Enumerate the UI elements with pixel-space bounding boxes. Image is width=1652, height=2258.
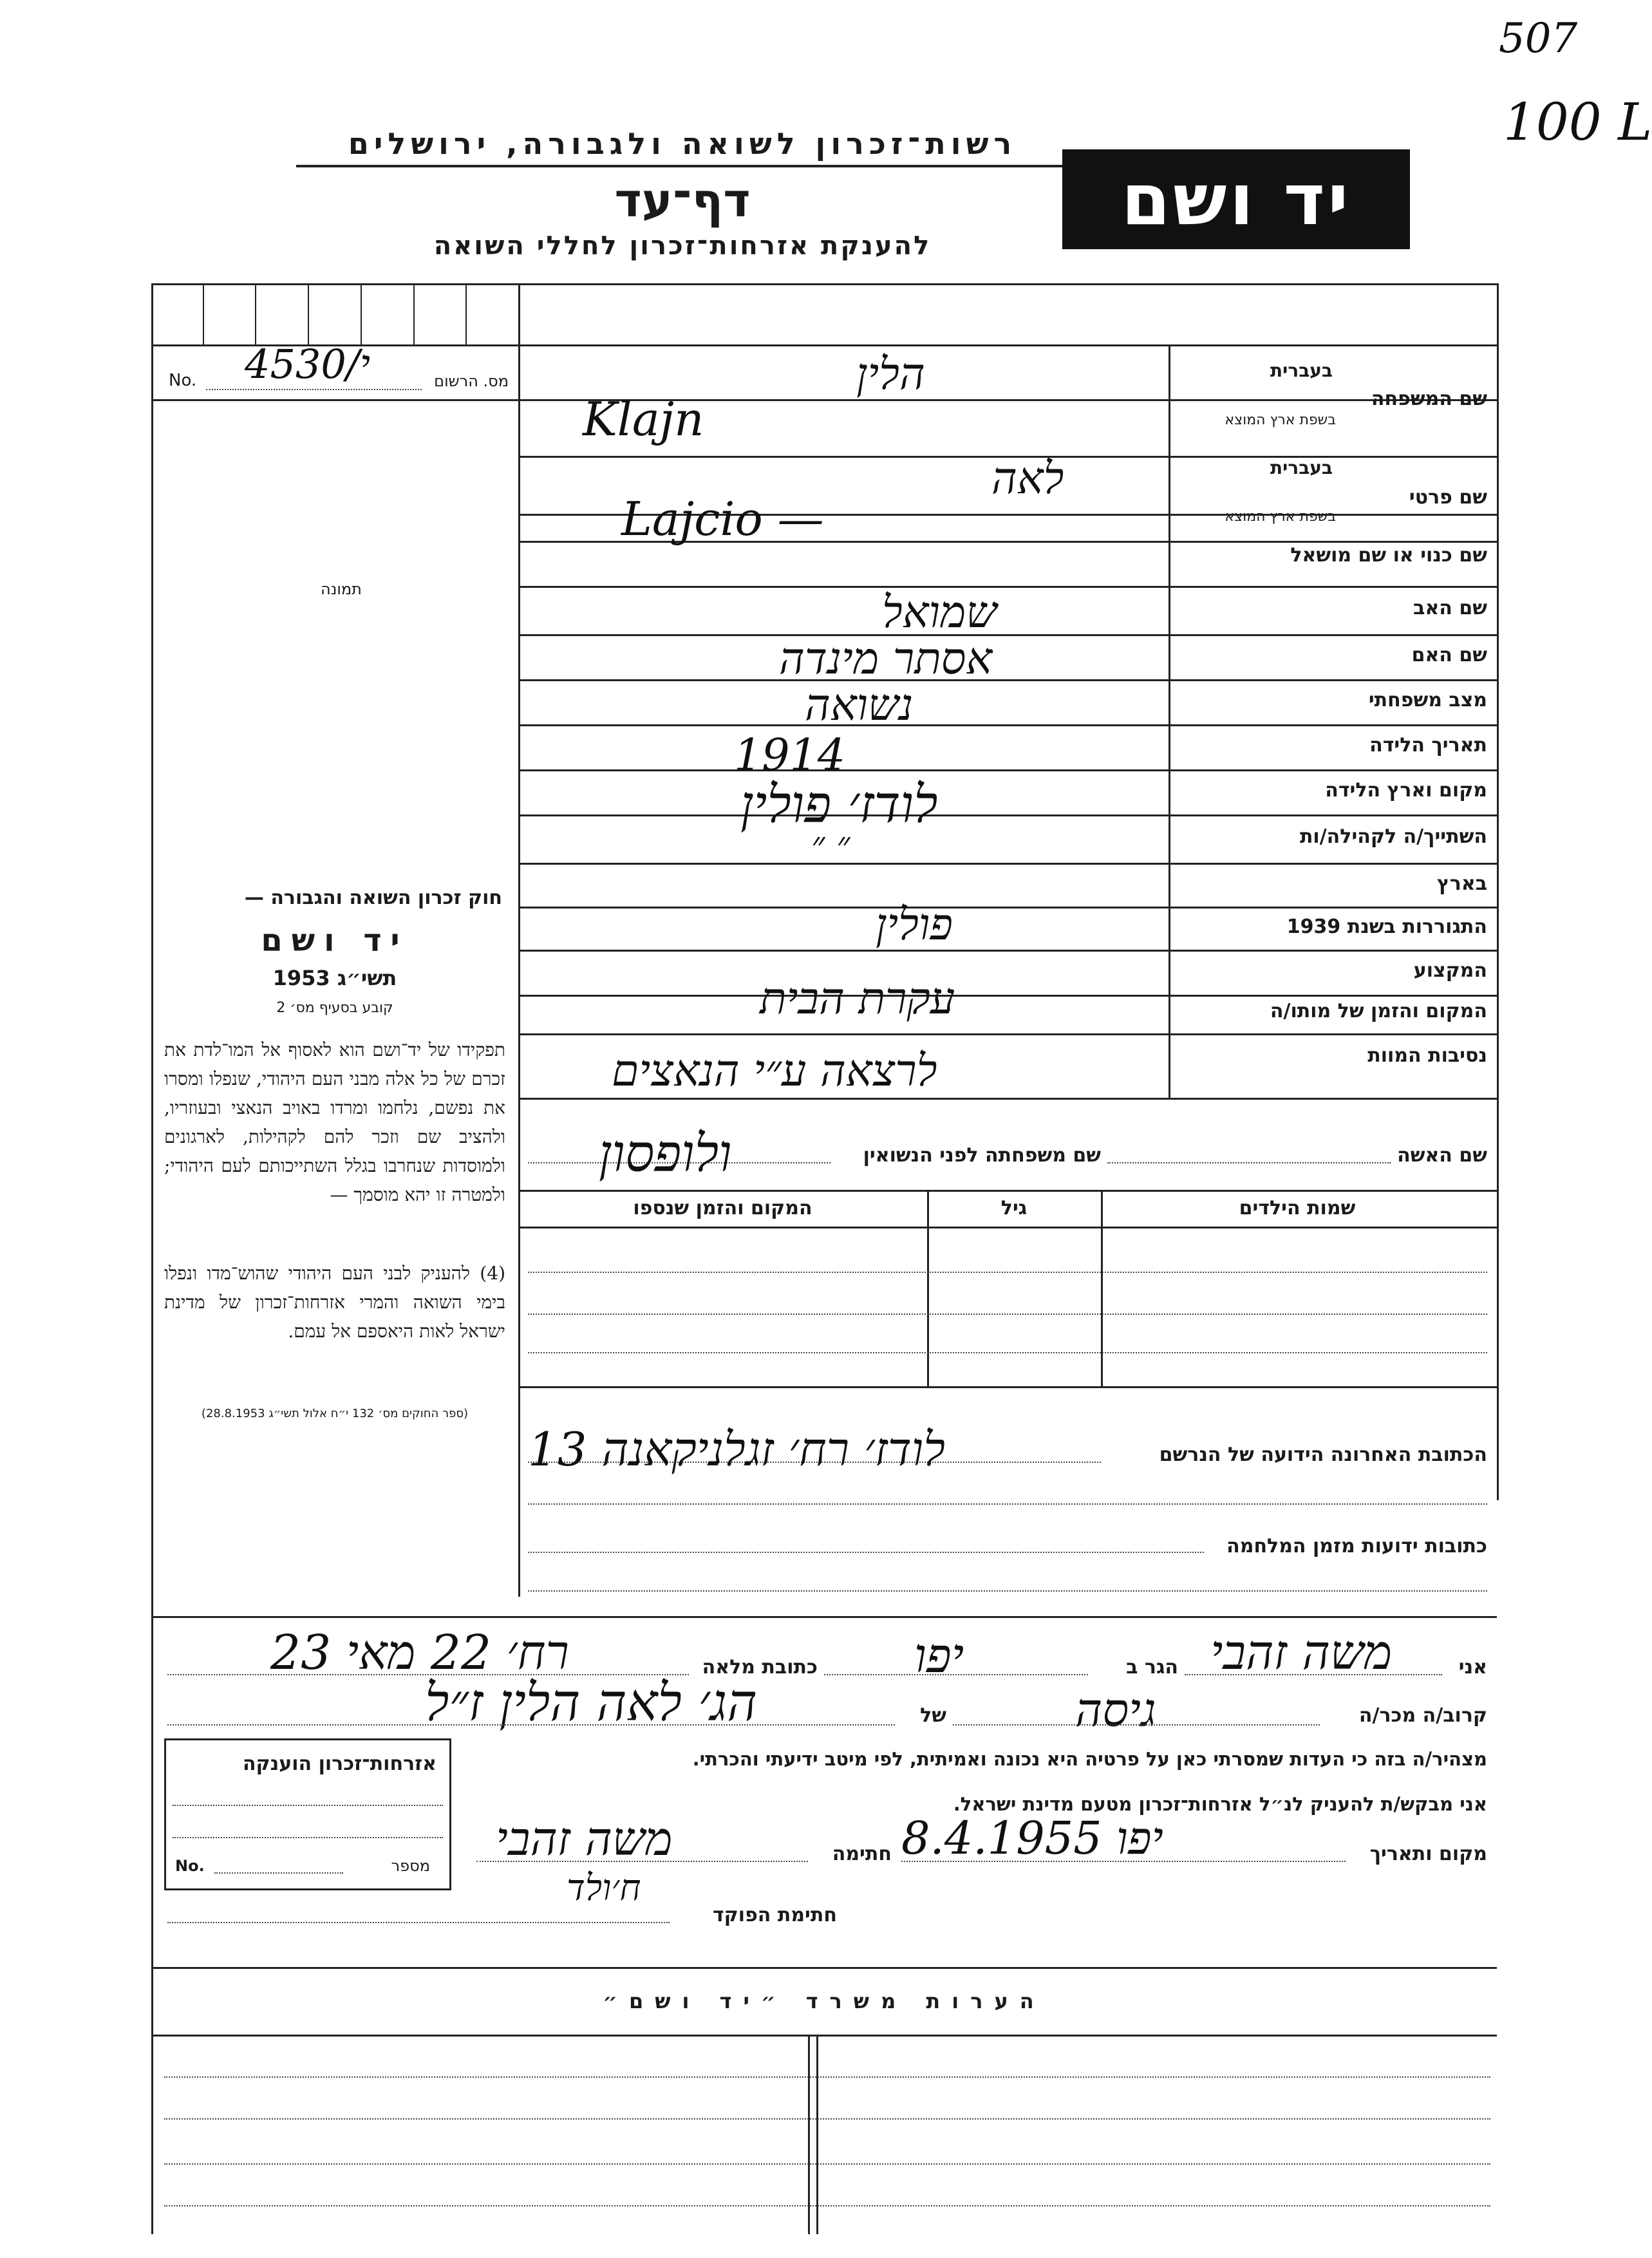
officer-signature: ח׳ולד bbox=[567, 1867, 641, 1909]
officer-signature-label: חתימת הפוקד bbox=[713, 1904, 837, 1926]
authority-underline bbox=[296, 165, 1069, 167]
father-label: שם האב bbox=[1413, 597, 1487, 619]
father-value: שמואל bbox=[882, 587, 997, 638]
authority-name: רשות־זכרון לשואה ולגבורה, ירושלים bbox=[348, 126, 1017, 161]
declarant-i-label: אני bbox=[1458, 1656, 1487, 1679]
citizenship-number-label: מספר bbox=[391, 1857, 430, 1875]
residence-1939-label: התגוררות בשנת 1939 bbox=[1286, 916, 1487, 938]
children-row-line-2 bbox=[528, 1313, 1487, 1315]
registration-number: 4530/י bbox=[245, 341, 370, 388]
row-line-13 bbox=[518, 950, 1497, 952]
row-line-7 bbox=[518, 679, 1497, 681]
occupation-value: עקרת הבית bbox=[760, 974, 955, 1024]
office-notes-top-line bbox=[151, 1967, 1497, 1969]
row-line-15 bbox=[518, 1033, 1497, 1035]
registration-bottom-line bbox=[151, 399, 518, 401]
birthplace-label: מקום וארץ הלידה bbox=[1325, 779, 1487, 802]
surname-origin-sublabel: בשפת ארץ המוצא bbox=[1225, 412, 1336, 428]
maiden-name-label: שם משפחתה לפני הנשואין bbox=[863, 1144, 1101, 1167]
address-extra-dots bbox=[528, 1503, 1487, 1505]
statement-1: מצהיר/ה בזה כי העדות שמסרתי כאן על פרטיה היא נכונה ואמיתית, לפי מיטב ידיעתי והכרתי. bbox=[692, 1748, 1487, 1770]
children-age-header: גיל bbox=[1000, 1197, 1028, 1219]
firstname-heb-sublabel: בעברית bbox=[1270, 457, 1333, 478]
wife-dots bbox=[1107, 1162, 1391, 1163]
last-address-label: הכתובת האחרונה הידועה של הנרשם bbox=[1159, 1444, 1487, 1466]
community-value: ״ ״ bbox=[811, 824, 850, 866]
surname-hebrew-value: הלין bbox=[856, 349, 925, 400]
firstname-latin-value: Lajcio — bbox=[621, 492, 824, 546]
children-bottom-line bbox=[518, 1386, 1497, 1388]
of-dots bbox=[167, 1724, 895, 1726]
office-notes-header-line bbox=[151, 2035, 1497, 2037]
photo-label: תמונה bbox=[321, 580, 362, 598]
citizenship-box-title: אזרחות־זכרון הוענקה bbox=[242, 1753, 436, 1775]
firstname-label: שם פרטי bbox=[1409, 486, 1487, 509]
law-title: חוק זכרון השואה והגבורה — bbox=[244, 887, 502, 909]
declarant-signature: משה זהבי bbox=[496, 1812, 673, 1866]
citizenship-box bbox=[164, 1738, 451, 1890]
marital-value: נשואה bbox=[805, 680, 914, 731]
of-value: הג׳ לאה הלין ז״ל bbox=[425, 1673, 758, 1733]
left-column-divider bbox=[518, 283, 520, 1597]
registration-boxes bbox=[151, 283, 518, 344]
children-row-line-3 bbox=[528, 1352, 1487, 1353]
row-line-5 bbox=[518, 586, 1497, 588]
resides-label: הגר ב bbox=[1126, 1656, 1178, 1679]
children-col-1 bbox=[927, 1190, 929, 1386]
children-col-2 bbox=[1101, 1190, 1103, 1386]
mother-value: אסתר מינדה bbox=[779, 634, 993, 684]
law-year: תשי״ג 1953 bbox=[272, 966, 397, 990]
war-addresses-label: כתובות ידועות מזמן המלחמה bbox=[1226, 1535, 1487, 1557]
signature-label: חתימה bbox=[832, 1843, 892, 1865]
registration-no-label: No. bbox=[169, 371, 197, 390]
citizenship-box-line-2 bbox=[173, 1837, 443, 1838]
row-line-6 bbox=[518, 634, 1497, 636]
full-address-label: כתובת מלאה bbox=[702, 1656, 818, 1679]
yad-vashem-logo: יד ושם bbox=[1062, 149, 1410, 249]
citizenship-box-line-1 bbox=[173, 1805, 443, 1806]
officer-dots bbox=[167, 1922, 670, 1923]
declarant-city-dots bbox=[824, 1674, 1088, 1675]
signature-dots bbox=[476, 1861, 808, 1862]
office-notes-line-3 bbox=[164, 2163, 1490, 2165]
registration-dots bbox=[206, 389, 422, 390]
office-notes-line-1 bbox=[164, 2076, 1490, 2078]
row-line-12 bbox=[518, 907, 1497, 908]
declarant-name: משה זהבי bbox=[1210, 1625, 1393, 1680]
relation-label: קרוב/ה מכר/ה bbox=[1358, 1704, 1487, 1727]
death-place-label: המקום והזמן של מותו/ה bbox=[1270, 1000, 1487, 1022]
row-line-10 bbox=[518, 814, 1497, 816]
surname-latin-value: Klajn bbox=[583, 392, 704, 446]
row-line-16 bbox=[518, 1098, 1497, 1100]
children-death-header: המקום והזמן שנספו bbox=[633, 1197, 812, 1219]
of-label: של bbox=[920, 1704, 946, 1727]
form-subtitle: להענקת אזרחות־זכרון לחללי השואה bbox=[433, 231, 932, 261]
relation-dots bbox=[953, 1724, 1320, 1726]
death-circumstances-label: נסיבות המוות bbox=[1367, 1044, 1487, 1067]
birthplace-value: לודז׳ פולין bbox=[740, 775, 938, 834]
children-top-line bbox=[518, 1190, 1497, 1192]
nickname-label: שם כנוי או שם מושאל bbox=[1290, 544, 1487, 567]
place-date-value: יפו 8.4.1955 bbox=[901, 1812, 1163, 1865]
children-names-header: שמות הילדים bbox=[1239, 1197, 1356, 1219]
place-date-dots bbox=[901, 1861, 1346, 1862]
children-row-line-1 bbox=[528, 1272, 1487, 1273]
law-clause: קובע בסעיף מס׳ 2 bbox=[276, 1000, 393, 1016]
law-text-1: תפקידו של יד־ושם הוא לאסוף אל המו־לדת את זכרם של כל אלה מבני העם היהודי, שנפלו ומסרו את נפשם, נלחמו ומרדו באויב הנאצי ובעוזריו, ולהציב שם וזכר להם לקהילות, לארגונים ולמוסדות שנחרבו בגלל השתייכותם לעם היהודי; ולמטרה זו יהא מוסמך — bbox=[164, 1039, 505, 1205]
office-notes-divider-b bbox=[816, 2035, 818, 2234]
birthdate-label: תאריך הלידה bbox=[1369, 734, 1487, 757]
war-addresses-dots-2 bbox=[528, 1590, 1487, 1592]
war-addresses-dots bbox=[528, 1552, 1204, 1553]
law-source: (ספר החוקים מס׳ 132 י״ח אלול תשי״ג 28.8.1953) bbox=[201, 1407, 469, 1420]
frame-right bbox=[1497, 283, 1499, 1500]
firstname-hebrew-value: לאה bbox=[991, 453, 1064, 504]
relation-value: גיסה bbox=[1075, 1683, 1156, 1737]
declarant-city: יפו bbox=[914, 1628, 964, 1684]
last-address-value: לודז׳ רח׳ זגלניקאנה 13 bbox=[528, 1422, 946, 1476]
death-circumstances-value: לרצאה ע״י הנאצים bbox=[612, 1046, 937, 1096]
maiden-name-value: ולופסון bbox=[599, 1124, 732, 1183]
marital-label: מצב משפחתי bbox=[1368, 689, 1487, 711]
row-line-11 bbox=[518, 863, 1497, 865]
row-line-14 bbox=[518, 995, 1497, 997]
archive-note: 100 L bbox=[1503, 92, 1652, 152]
registration-label: מס. הרשום bbox=[434, 372, 509, 390]
archive-number: 507 bbox=[1499, 15, 1578, 62]
declaration-top-line bbox=[151, 1616, 1497, 1618]
children-header-line bbox=[518, 1227, 1497, 1228]
community-label: השתייך/ה לקהילה/ות bbox=[1299, 825, 1487, 848]
law-text-2: (4) להעניק לבני העם היהודי שהוש־מדו ונפלו בימי השואה והמרי אזרחות־זכרון של מדינת ישראל לאות היאספם אל עמם. bbox=[164, 1263, 505, 1342]
declarant-name-dots bbox=[1185, 1674, 1442, 1675]
firstname-origin-sublabel: בשפת ארץ המוצא bbox=[1225, 509, 1336, 525]
citizenship-number-dots bbox=[214, 1872, 343, 1874]
surname-heb-sublabel: בעברית bbox=[1270, 360, 1333, 381]
residence-1939-value: פולין bbox=[876, 899, 953, 950]
frame-left bbox=[151, 283, 153, 2234]
form-title: דף־עד bbox=[614, 173, 751, 227]
statement-2: אני מבקש/ת להעניק לנ״ל אזרחות־זכרון מטעם מדינת ישראל. bbox=[953, 1793, 1487, 1815]
birthdate-value: 1914 bbox=[734, 730, 846, 781]
mother-label: שם האם bbox=[1411, 644, 1487, 666]
office-notes-title: הערות משרד ״יד ושם״ bbox=[603, 1989, 1046, 2013]
occupation-label: המקצוע bbox=[1413, 959, 1487, 982]
country-label: בארץ bbox=[1436, 872, 1487, 895]
row-line-8 bbox=[518, 724, 1497, 726]
row-line-9 bbox=[518, 769, 1497, 771]
law-name: יד ושם bbox=[261, 923, 409, 959]
citizenship-no-label: No. bbox=[175, 1857, 205, 1875]
wife-label: שם האשה bbox=[1397, 1144, 1487, 1167]
surname-label: שם המשפחה bbox=[1371, 388, 1487, 410]
office-notes-line-2 bbox=[164, 2118, 1490, 2120]
place-date-label: מקום ותאריך bbox=[1369, 1843, 1487, 1865]
office-notes-line-4 bbox=[164, 2205, 1490, 2206]
office-notes-divider-a bbox=[808, 2035, 810, 2234]
declarant-address: רח׳ 22 מאי 23 bbox=[270, 1625, 569, 1680]
